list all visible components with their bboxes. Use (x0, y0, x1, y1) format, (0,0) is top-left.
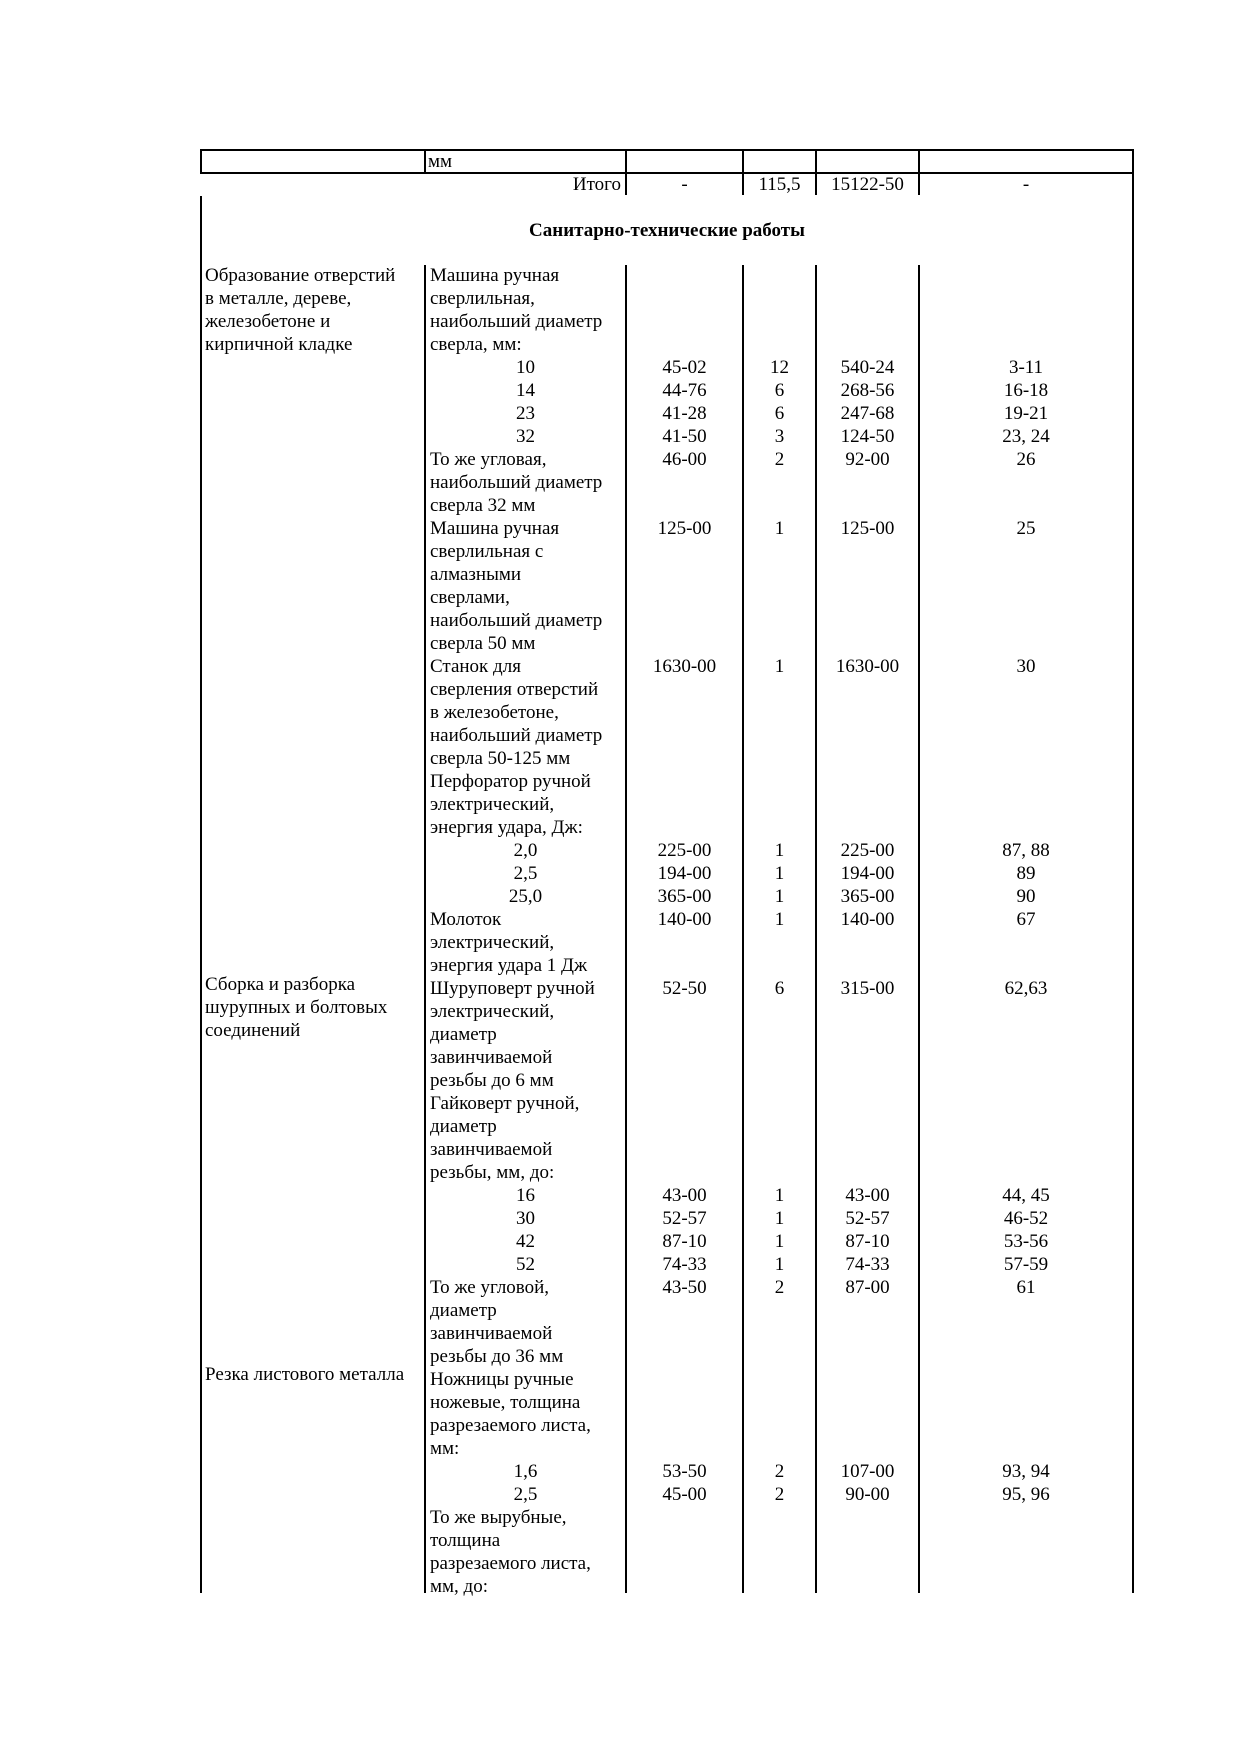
row-price: 87-10 (662, 1231, 707, 1252)
row-desc-line: Шуруповерт ручной (430, 978, 595, 999)
row-price: 41-50 (662, 426, 707, 447)
row-sum: 52-57 (845, 1208, 890, 1229)
col-divider-1 (424, 149, 426, 172)
row-desc-line: Ножницы ручные (430, 1369, 574, 1390)
row-sub: 52 (516, 1254, 535, 1275)
row-ref: 25 (1016, 518, 1036, 539)
row-ref: 67 (1016, 909, 1036, 930)
row-desc-line: То же вырубные, (430, 1507, 567, 1528)
row-desc-line: резьбы до 36 мм (430, 1346, 564, 1367)
row-desc-line: Перфоратор ручной (430, 771, 591, 792)
row-qty: 2 (774, 449, 785, 470)
row-desc-line: завинчиваемой (430, 1139, 553, 1160)
row-qty: 12 (770, 357, 789, 378)
group-name-line: Образование отверстий (205, 265, 396, 286)
row-desc-line: сверла 50-125 мм (430, 748, 571, 769)
row-desc-line: Станок для (430, 656, 521, 677)
row-price: 140-00 (657, 909, 712, 930)
row-qty: 1 (774, 886, 785, 907)
row-desc-line: мм: (430, 1438, 460, 1459)
row-desc-line: сверления отверстий (430, 679, 599, 700)
section-title: Санитарно-технические работы (529, 220, 805, 241)
row-qty: 6 (774, 380, 785, 401)
row-price: 45-00 (662, 1484, 707, 1505)
group-name-line: шурупных и болтовых (205, 997, 388, 1018)
row-sum: 124-50 (840, 426, 895, 447)
row-ref: 16-18 (1003, 380, 1049, 401)
row-sum: 107-00 (840, 1461, 895, 1482)
row-desc-line: ножевые, толщина (430, 1392, 581, 1413)
row-desc-line: сверлильная, (430, 288, 535, 309)
row-ref: 87, 88 (1002, 840, 1050, 861)
row-desc-line: завинчиваемой (430, 1323, 553, 1344)
row-price: 43-00 (662, 1185, 707, 1206)
row-desc-line: Машина ручная (430, 518, 560, 539)
row-qty: 6 (774, 978, 785, 999)
group-name-line: Резка листового металла (205, 1364, 405, 1385)
row-sum: 247-68 (840, 403, 895, 424)
row-sum: 194-00 (840, 863, 895, 884)
row-qty: 2 (774, 1484, 785, 1505)
row-qty: 1 (774, 518, 785, 539)
row-qty: 1 (774, 1254, 785, 1275)
unit-label: мм (428, 151, 453, 172)
total-label: Итого (572, 174, 621, 195)
row-desc-line: алмазными (430, 564, 522, 585)
row-ref: 95, 96 (1002, 1484, 1050, 1505)
total-ref: - (1022, 174, 1030, 195)
row-ref: 46-52 (1003, 1208, 1049, 1229)
row-sum: 74-33 (845, 1254, 890, 1275)
row-desc-line: энергия удара, Дж: (430, 817, 583, 838)
row-desc-line: наибольший диаметр (430, 311, 603, 332)
row-sub: 30 (516, 1208, 535, 1229)
row-desc-line: в железобетоне, (430, 702, 559, 723)
row-price: 1630-00 (652, 656, 717, 677)
row-sum: 225-00 (840, 840, 895, 861)
row-desc-line: резьбы до 6 мм (430, 1070, 554, 1091)
row-ref: 23, 24 (1002, 426, 1050, 447)
row-desc-line: диаметр (430, 1300, 497, 1321)
row-qty: 1 (774, 1208, 785, 1229)
row-ref: 57-59 (1003, 1254, 1049, 1275)
group-name-line: соединений (205, 1020, 301, 1041)
group-name-line: кирпичной кладке (205, 334, 353, 355)
col-divider-1-body (424, 265, 426, 1593)
row-sub: 42 (516, 1231, 535, 1252)
row-qty: 1 (774, 863, 785, 884)
table-top-border (200, 149, 1134, 151)
row-price: 74-33 (662, 1254, 707, 1275)
row-desc-line: наибольший диаметр (430, 472, 603, 493)
row-ref: 93, 94 (1002, 1461, 1050, 1482)
row-sum: 268-56 (840, 380, 895, 401)
total-price: - (681, 174, 688, 195)
row-sub: 2,5 (513, 1484, 538, 1505)
row-ref: 44, 45 (1002, 1185, 1050, 1206)
total-qty: 115,5 (758, 174, 801, 195)
row-desc-line: энергия удара 1 Дж (430, 955, 588, 976)
row-qty: 6 (774, 403, 785, 424)
row-sub: 25,0 (508, 886, 543, 907)
row-sum: 365-00 (840, 886, 895, 907)
group-name-line: в металле, дереве, (205, 288, 352, 309)
row-sum: 1630-00 (835, 656, 900, 677)
row-sub: 32 (516, 426, 535, 447)
row-ref: 61 (1016, 1277, 1036, 1298)
row-ref: 19-21 (1003, 403, 1049, 424)
row-desc-line: завинчиваемой (430, 1047, 553, 1068)
row-desc-line: сверла, мм: (430, 334, 522, 355)
row-price: 41-28 (662, 403, 707, 424)
row-desc-line: диаметр (430, 1116, 497, 1137)
row-price: 44-76 (662, 380, 707, 401)
row-desc-line: электрический, (430, 932, 555, 953)
row-sum: 87-10 (845, 1231, 890, 1252)
row-sub: 14 (516, 380, 535, 401)
row-desc-line: Молоток (430, 909, 502, 930)
row-desc-line: толщина (430, 1530, 501, 1551)
row-price: 365-00 (657, 886, 712, 907)
row-desc-line: электрический, (430, 1001, 555, 1022)
row-sub: 10 (516, 357, 535, 378)
row-price: 45-02 (662, 357, 707, 378)
row-desc-line: наибольший диаметр (430, 725, 603, 746)
row-qty: 3 (774, 426, 785, 447)
row-ref: 53-56 (1003, 1231, 1049, 1252)
total-sum: 15122-50 (831, 174, 904, 195)
row-qty: 1 (774, 840, 785, 861)
row-sub: 2,5 (513, 863, 538, 884)
row-ref: 90 (1016, 886, 1036, 907)
table-left-border (200, 196, 202, 1593)
row-sum: 125-00 (840, 518, 895, 539)
row-desc-line: сверла 32 мм (430, 495, 536, 516)
row-ref: 30 (1016, 656, 1036, 677)
row-desc-line: электрический, (430, 794, 555, 815)
row-ref: 26 (1016, 449, 1036, 470)
group-name-line: Сборка и разборка (205, 974, 356, 995)
row-price: 53-50 (662, 1461, 707, 1482)
row-sum: 43-00 (845, 1185, 890, 1206)
row-desc-line: Гайковерт ручной, (430, 1093, 580, 1114)
row-desc-line: То же угловой, (430, 1277, 550, 1298)
row-desc-line: наибольший диаметр (430, 610, 603, 631)
row-sub: 2,0 (513, 840, 538, 861)
row-sum: 540-24 (840, 357, 895, 378)
row-sum: 87-00 (845, 1277, 890, 1298)
row-desc-line: сверлами, (430, 587, 510, 608)
row-sum: 140-00 (840, 909, 895, 930)
row-desc-line: То же угловая, (430, 449, 547, 470)
row-qty: 2 (774, 1461, 785, 1482)
row-qty: 1 (774, 656, 785, 677)
row-sub: 16 (516, 1185, 535, 1206)
table-right-border (1132, 149, 1134, 1593)
row-sum: 315-00 (840, 978, 895, 999)
row-price: 225-00 (657, 840, 712, 861)
row-desc-line: разрезаемого листа, (430, 1553, 591, 1574)
row-desc-line: мм, до: (430, 1576, 488, 1597)
row-price: 43-50 (662, 1277, 707, 1298)
row-price: 46-00 (662, 449, 707, 470)
row-ref: 3-11 (1008, 357, 1044, 378)
row-ref: 89 (1016, 863, 1036, 884)
row-price: 52-50 (662, 978, 707, 999)
row-desc-line: диаметр (430, 1024, 497, 1045)
row-qty: 1 (774, 1185, 785, 1206)
row-desc-line: разрезаемого листа, (430, 1415, 591, 1436)
row-desc-line: сверлильная с (430, 541, 544, 562)
row-sum: 92-00 (845, 449, 890, 470)
row-desc-line: сверла 50 мм (430, 633, 536, 654)
table-left-border-top (200, 149, 202, 172)
row-sub: 23 (516, 403, 535, 424)
row-price: 125-00 (657, 518, 712, 539)
row-qty: 1 (774, 1231, 785, 1252)
row-price: 194-00 (657, 863, 712, 884)
row-qty: 1 (774, 909, 785, 930)
row-sum: 90-00 (845, 1484, 890, 1505)
row-price: 52-57 (662, 1208, 707, 1229)
row-sub: 1,6 (513, 1461, 538, 1482)
row-qty: 2 (774, 1277, 785, 1298)
row-desc-line: Машина ручная (430, 265, 560, 286)
row-desc-line: резьбы, мм, до: (430, 1162, 555, 1183)
row-ref: 62,63 (1004, 978, 1048, 999)
group-name-line: железобетоне и (205, 311, 331, 332)
